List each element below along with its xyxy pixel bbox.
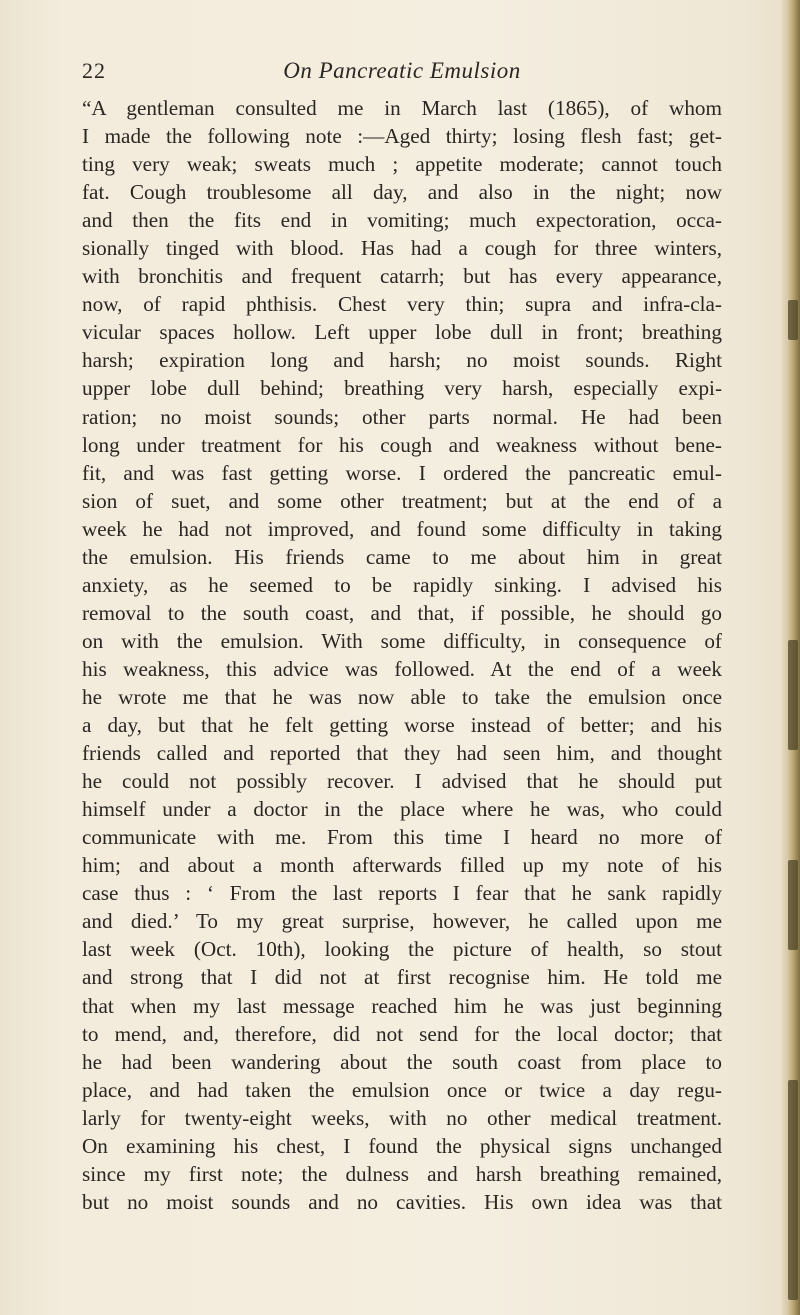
text-line: case thus : ‘ From the last reports I fear that he sank rapidly [82, 881, 722, 906]
gutter-shadow [788, 860, 798, 950]
text-line: a day, but that he felt getting worse instead of better; and his [82, 713, 722, 738]
text-line: on with the emulsion. With some difficulty, in consequence of [82, 628, 722, 653]
text-line: him; and about a month afterwards filled up my note of his [82, 853, 722, 878]
text-line: ration; no moist sounds; other parts normal. He had been [82, 404, 722, 429]
text-line: upper lobe dull behind; breathing very harsh, especially expi- [82, 376, 722, 401]
text-line: he could not possibly recover. I advised that he should put [82, 769, 722, 794]
text-line: fit, and was fast getting worse. I ordered the pancreatic emul- [82, 460, 722, 485]
text-line: fat. Cough troublesome all day, and also in the night; now [82, 180, 722, 205]
text-line: and strong that I did not at first recognise him. He told me [82, 965, 722, 990]
text-line: communicate with me. From this time I heard no more of [82, 825, 722, 850]
text-line: and died.’ To my great surprise, however, he called upon me [82, 909, 722, 934]
text-line: to mend, and, therefore, did not send for the local doctor; that [82, 1021, 722, 1046]
text-line: sionally tinged with blood. Has had a cough for three winters, [82, 236, 722, 261]
text-line: ting very weak; sweats much ; appetite moderate; cannot touch [82, 152, 722, 177]
page-number: 22 [82, 58, 106, 83]
gutter-shadow [788, 1080, 798, 1300]
text-line: place, and had taken the emulsion once or twice a day regu- [82, 1077, 722, 1102]
text-line: long under treatment for his cough and weakness without bene- [82, 432, 722, 457]
text-line: now, of rapid phthisis. Chest very thin; supra and infra-cla- [82, 292, 722, 317]
text-line: that when my last message reached him he was just beginning [82, 993, 722, 1018]
text-line: with bronchitis and frequent catarrh; but has every appearance, [82, 264, 722, 289]
text-line: harsh; expiration long and harsh; no moist sounds. Right [82, 348, 722, 373]
text-line: vicular spaces hollow. Left upper lobe dull in front; breathing [82, 320, 722, 345]
text-line: he had been wandering about the south coast from place to [82, 1049, 722, 1074]
running-head [82, 58, 722, 88]
text-line: week he had not improved, and found some difficulty in taking [82, 516, 722, 541]
text-line: sion of suet, and some other treatment; but at the end of a [82, 488, 722, 513]
text-line: anxiety, as he seemed to be rapidly sinking. I advised his [82, 572, 722, 597]
text-line: the emulsion. His friends came to me about him in great [82, 544, 722, 569]
text-line: he wrote me that he was now able to take the emulsion once [82, 684, 722, 709]
text-line: last week (Oct. 10th), looking the picture of health, so stout [82, 937, 722, 962]
text-line: and then the fits end in vomiting; much expectoration, occa- [82, 208, 722, 233]
gutter-shadow [788, 640, 798, 750]
text-line: “A gentleman consulted me in March last (1865), of whom [82, 96, 722, 120]
text-line: himself under a doctor in the place where he was, who could [82, 797, 722, 822]
text-line: On examining his chest, I found the physical signs unchanged [82, 1133, 722, 1158]
gutter-shadow [788, 300, 798, 340]
text-line: since my first note; the dulness and harsh breathing remained, [82, 1161, 722, 1186]
body-paragraph [82, 94, 722, 1216]
running-title: On Pancreatic Emulsion [283, 58, 521, 83]
text-line: but no moist sounds and no cavities. His own idea was that [82, 1189, 722, 1214]
text-line: I made the following note :—Aged thirty; losing flesh fast; get- [82, 124, 722, 149]
page-gutter [782, 0, 800, 1315]
text-line: friends called and reported that they had seen him, and thought [82, 741, 722, 766]
text-line: removal to the south coast, and that, if possible, he should go [82, 600, 722, 625]
text-line: his weakness, this advice was followed. At the end of a week [82, 656, 722, 681]
text-line: larly for twenty-eight weeks, with no other medical treatment. [82, 1105, 722, 1130]
